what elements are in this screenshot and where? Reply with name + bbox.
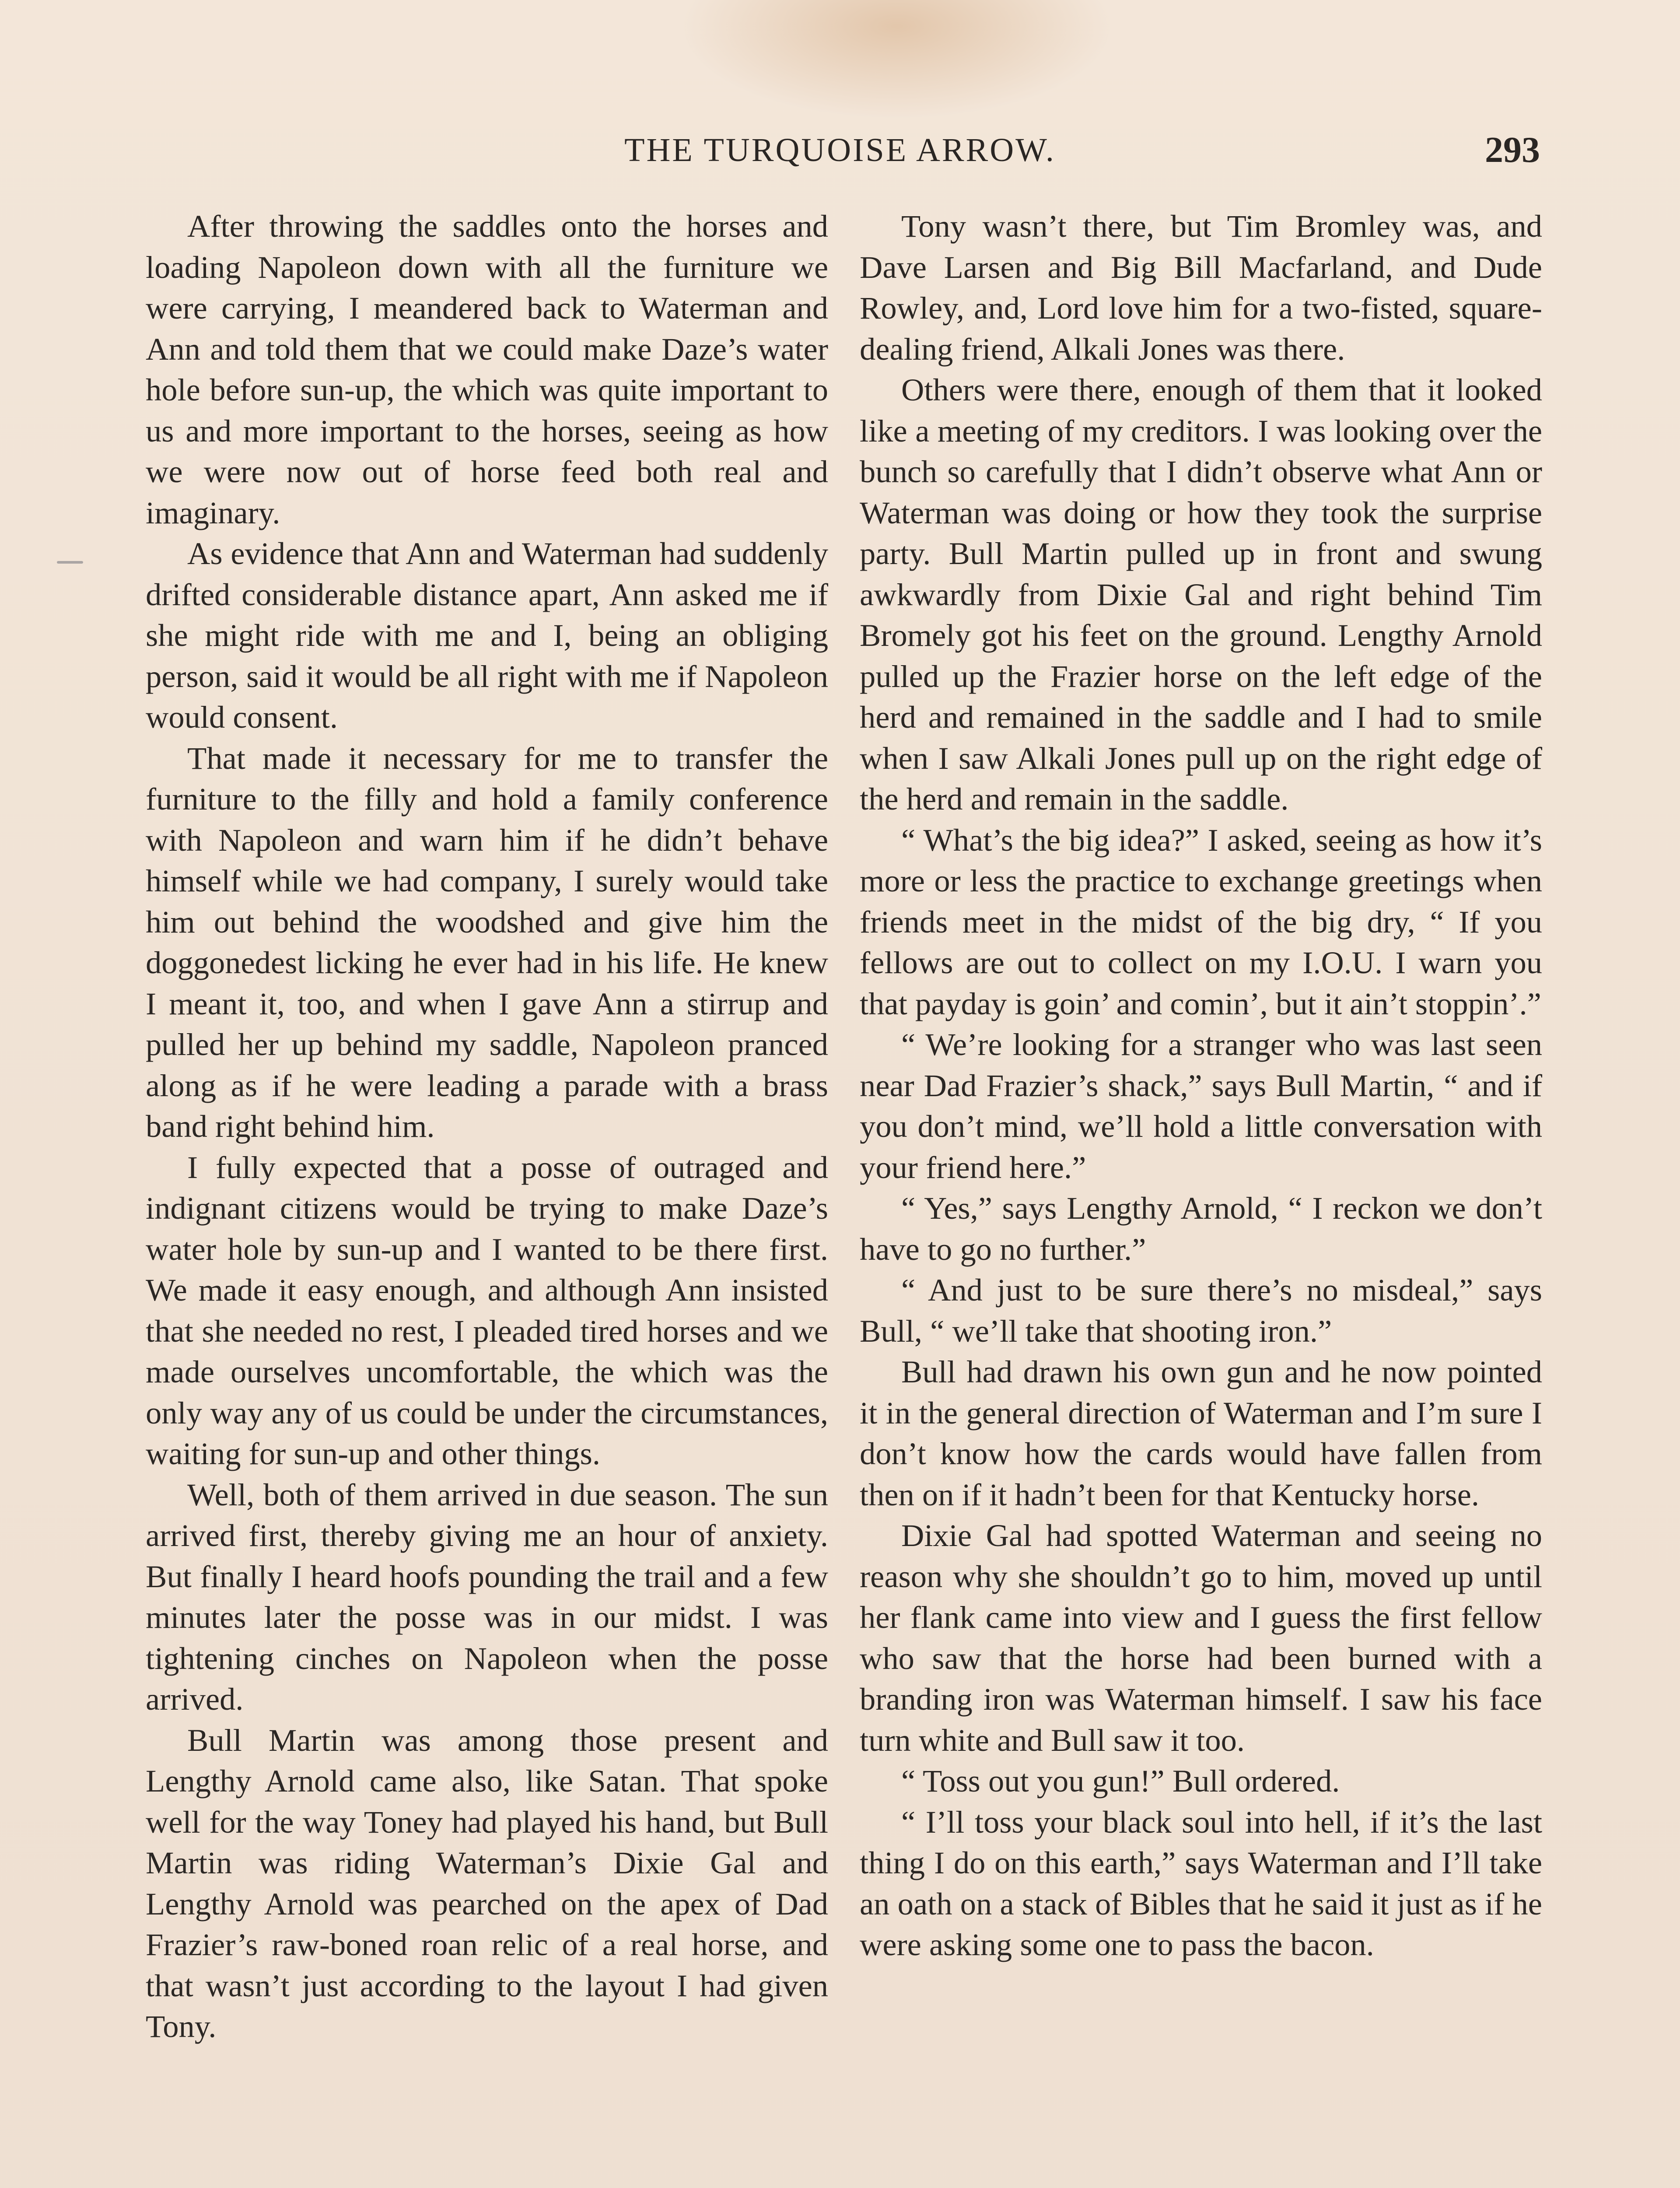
paragraph: “ What’s the big idea?” I asked, seeing as how it’s more or less the practice to exchange greetings when friends meet in the midst of the big dry, “ If you fellows are out to collect on my I.O.U. I warn you that payday is goin’ and comin’, but it ain’t stoppin’.” [860,822,1542,1021]
paragraph: After throwing the saddles onto the horses and loading Napoleon down with all the furniture we were carrying, I meandered back to Waterman and Ann and told them that we could make Daze’s water hole before sun-up, the which was quite important to us and more important to the horses, seeing as how we were now out of horse feed both real and imaginary. [146,208,828,530]
paragraph: Bull had drawn his own gun and he now pointed it in the general direction of Waterman and I’m sure I don’t know how the cards would have fallen from then on if it hadn’t been for that Kentucky horse. [860,1354,1542,1512]
left-column [146,206,828,2047]
paragraph: “ We’re looking for a stranger who was last seen near Dad Frazier’s shack,” says Bull Martin, “ and if you don’t mind, we’ll hold a little conversation with your friend here.” [860,1027,1542,1185]
paragraph: That made it necessary for me to transfer the furniture to the filly and hold a family conference with Napoleon and warn him if he didn’t behave himself while we had company, I surely would take him out behind the woodshed and give him the doggonedest licking he ever had in his life. He knew I meant it, too, and when I gave Ann a stirrup and pulled her up behind my saddle, Napoleon pranced along as if he were leading a parade with a brass band right behind him. [146,740,828,1144]
paragraph: As evidence that Ann and Waterman had suddenly drifted considerable distance apart, Ann asked me if she might ride with me and I, being an obliging person, said it would be all right with me if Napoleon would consent. [146,536,828,735]
page-number: 293 [1485,130,1540,170]
paragraph: I fully expected that a posse of outraged and indignant citizens would be trying to make Daze’s water hole by sun-up and I wanted to be there first. We made it easy enough, and although Ann insisted that she needed no rest, I pleaded tired horses and we made ourselves uncomfortable, the which was the only way any of us could be under the circumstances, waiting for sun-up and other things. [146,1149,828,1471]
paragraph: “ And just to be sure there’s no misdeal,” says Bull, “ we’ll take that shooting iron.” [860,1272,1542,1349]
paragraph: “ Yes,” says Lengthy Arnold, “ I reckon we don’t have to go no further.” [860,1190,1542,1267]
paragraph: Tony wasn’t there, but Tim Bromley was, and Dave Larsen and Big Bill Macfarland, and Dude Rowley, and, Lord love him for a two-fisted, square-dealing friend, Alkali Jones was there. [860,208,1542,367]
margin-mark [57,561,83,564]
paragraph: Others were there, enough of them that it looked like a meeting of my creditors. I was looking over the bunch so carefully that I didn’t observe what Ann or Waterman was doing or how they took the surprise party. Bull Martin pulled up in front and swung awkwardly from Dixie Gal and right behind Tim Bromely got his feet on the ground. Lengthy Arnold pulled up the Frazier horse on the left edge of the herd and remained in the saddle and I had to smile when I saw Alkali Jones pull up on the right edge of the herd and remain in the saddle. [860,372,1542,817]
right-column [860,206,1542,1965]
paragraph: Bull Martin was among those present and Lengthy Arnold came also, like Satan. That spoke well for the way Toney had played his hand, but Bull Martin was riding Waterman’s Dixie Gal and Lengthy Arnold was pearched on the apex of Dad Frazier’s raw-boned roan relic of a real horse, and that wasn’t just according to the layout I had given Tony. [146,1722,828,2044]
paragraph: “ Toss out you gun!” Bull ordered. [901,1763,1340,1799]
paragraph: “ I’ll toss your black soul into hell, if it’s the last thing I do on this earth,” says Waterman and I’ll take an oath on a stack of Bibles that he said it just as if he were asking some one to pass the bacon. [860,1804,1542,1962]
paragraph: Well, both of them arrived in due season. The sun arrived first, thereby giving me an hour of anxiety. But finally I heard hoofs pounding the trail and a few minutes later the posse was in our midst. I was tightening cinches on Napoleon when the posse arrived. [146,1476,828,1717]
running-title: THE TURQUOISE ARROW. [624,132,1056,168]
running-head [140,131,1540,184]
paragraph: Dixie Gal had spotted Waterman and seeing no reason why she shouldn’t go to him, moved up until her flank came into view and I guess the first fellow who saw that the horse had been burned with a branding iron was Waterman himself. I saw his face turn white and Bull saw it too. [860,1518,1542,1758]
